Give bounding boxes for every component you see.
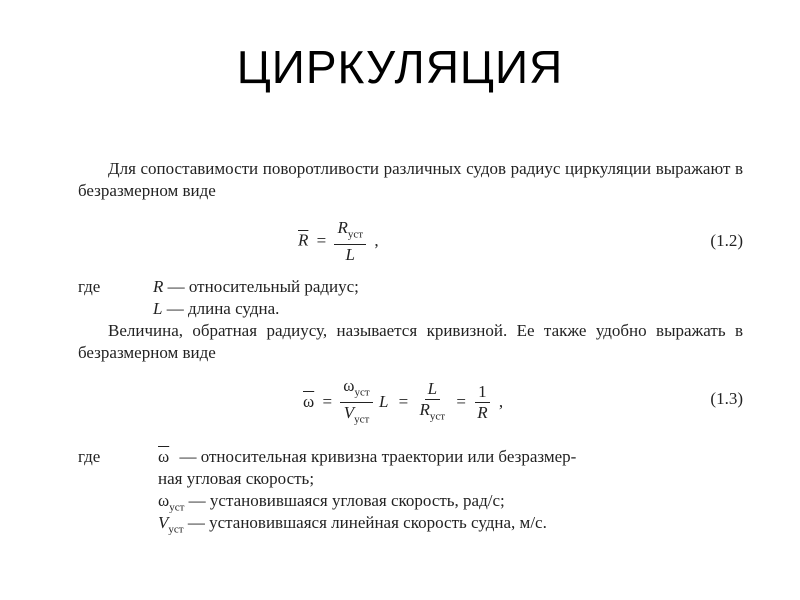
where2-sym2: ω bbox=[158, 491, 170, 510]
eq2-f1-num-sub: уст bbox=[354, 386, 370, 399]
eq2-f3-den: R bbox=[477, 403, 488, 423]
where2-line3 bbox=[158, 512, 547, 540]
eq1-fraction bbox=[334, 218, 366, 265]
eq2-fraction-2 bbox=[417, 379, 449, 426]
eq1-num: R bbox=[337, 218, 348, 237]
where2-line1-cont: ная угловая скорость; bbox=[158, 469, 315, 488]
paragraph-curvature: Величина, обратная радиусу, называется кривизной. Ее также удобно выражать в безразмерном виде bbox=[78, 321, 743, 362]
eq2-number: (1.3) bbox=[710, 389, 743, 408]
where2-line1 bbox=[158, 446, 743, 468]
eq2-f2-den-sub: уст bbox=[429, 410, 446, 423]
equation-1-3 bbox=[303, 376, 503, 430]
eq1-num-sub: уст bbox=[347, 228, 364, 241]
where1-sym2: L bbox=[153, 299, 163, 318]
eq2-f2-num: L bbox=[425, 379, 440, 400]
eq2-equals-1: = bbox=[322, 391, 333, 411]
where1-text2: — длина судна. bbox=[166, 299, 280, 318]
eq1-number: (1.2) bbox=[710, 231, 743, 250]
eq2-mid: L bbox=[378, 391, 389, 411]
eq2-equals-2: = bbox=[398, 391, 409, 411]
where2-word: где bbox=[78, 447, 101, 466]
eq1-equals: = bbox=[316, 230, 327, 250]
where1-word: где bbox=[78, 277, 101, 296]
eq2-f3-num: 1 bbox=[475, 382, 490, 403]
where2-text3: — установившаяся линейная скорость судна, м/с. bbox=[187, 513, 547, 532]
where2-text2: — установившаяся угловая скорость, рад/с; bbox=[188, 491, 505, 510]
paragraph-intro: Для сопоставимости поворотливости различных судов радиус циркуляции выражают в безразмерном виде bbox=[78, 159, 743, 200]
eq2-f2-den: R bbox=[419, 400, 430, 420]
eq2-fraction-1 bbox=[340, 376, 372, 430]
where2-sub3: уст bbox=[168, 523, 184, 536]
where1-line1 bbox=[153, 276, 359, 298]
where2-sub2: уст bbox=[169, 501, 185, 514]
eq2-f1-den-sub: уст bbox=[354, 413, 370, 426]
eq1-tail: , bbox=[374, 230, 379, 250]
eq2-fraction-3 bbox=[474, 382, 490, 423]
eq2-lhs: $\overline{\omega}$ bbox=[303, 391, 315, 411]
where1-text1: — относительный радиус; bbox=[167, 277, 359, 296]
where1-sym1: R bbox=[153, 277, 164, 296]
eq2-f1-den: V bbox=[343, 403, 355, 423]
where2-text1: — относительная кривизна траектории или безразмер- bbox=[179, 447, 577, 466]
where1-line2 bbox=[153, 298, 279, 320]
eq2-tail: , bbox=[498, 391, 504, 411]
slide-title: ЦИРКУЛЯЦИЯ bbox=[236, 41, 564, 93]
eq2-f1-num: ω bbox=[343, 376, 355, 395]
where2-sym3: V bbox=[158, 513, 169, 532]
where2-sym1: $\overline{\omega}$ bbox=[158, 447, 170, 466]
eq2-equals-3: = bbox=[456, 391, 466, 411]
eq1-den: L bbox=[345, 245, 356, 265]
eq1-lhs: $\overline{R}$ bbox=[298, 230, 309, 250]
equation-1-2 bbox=[298, 218, 379, 265]
